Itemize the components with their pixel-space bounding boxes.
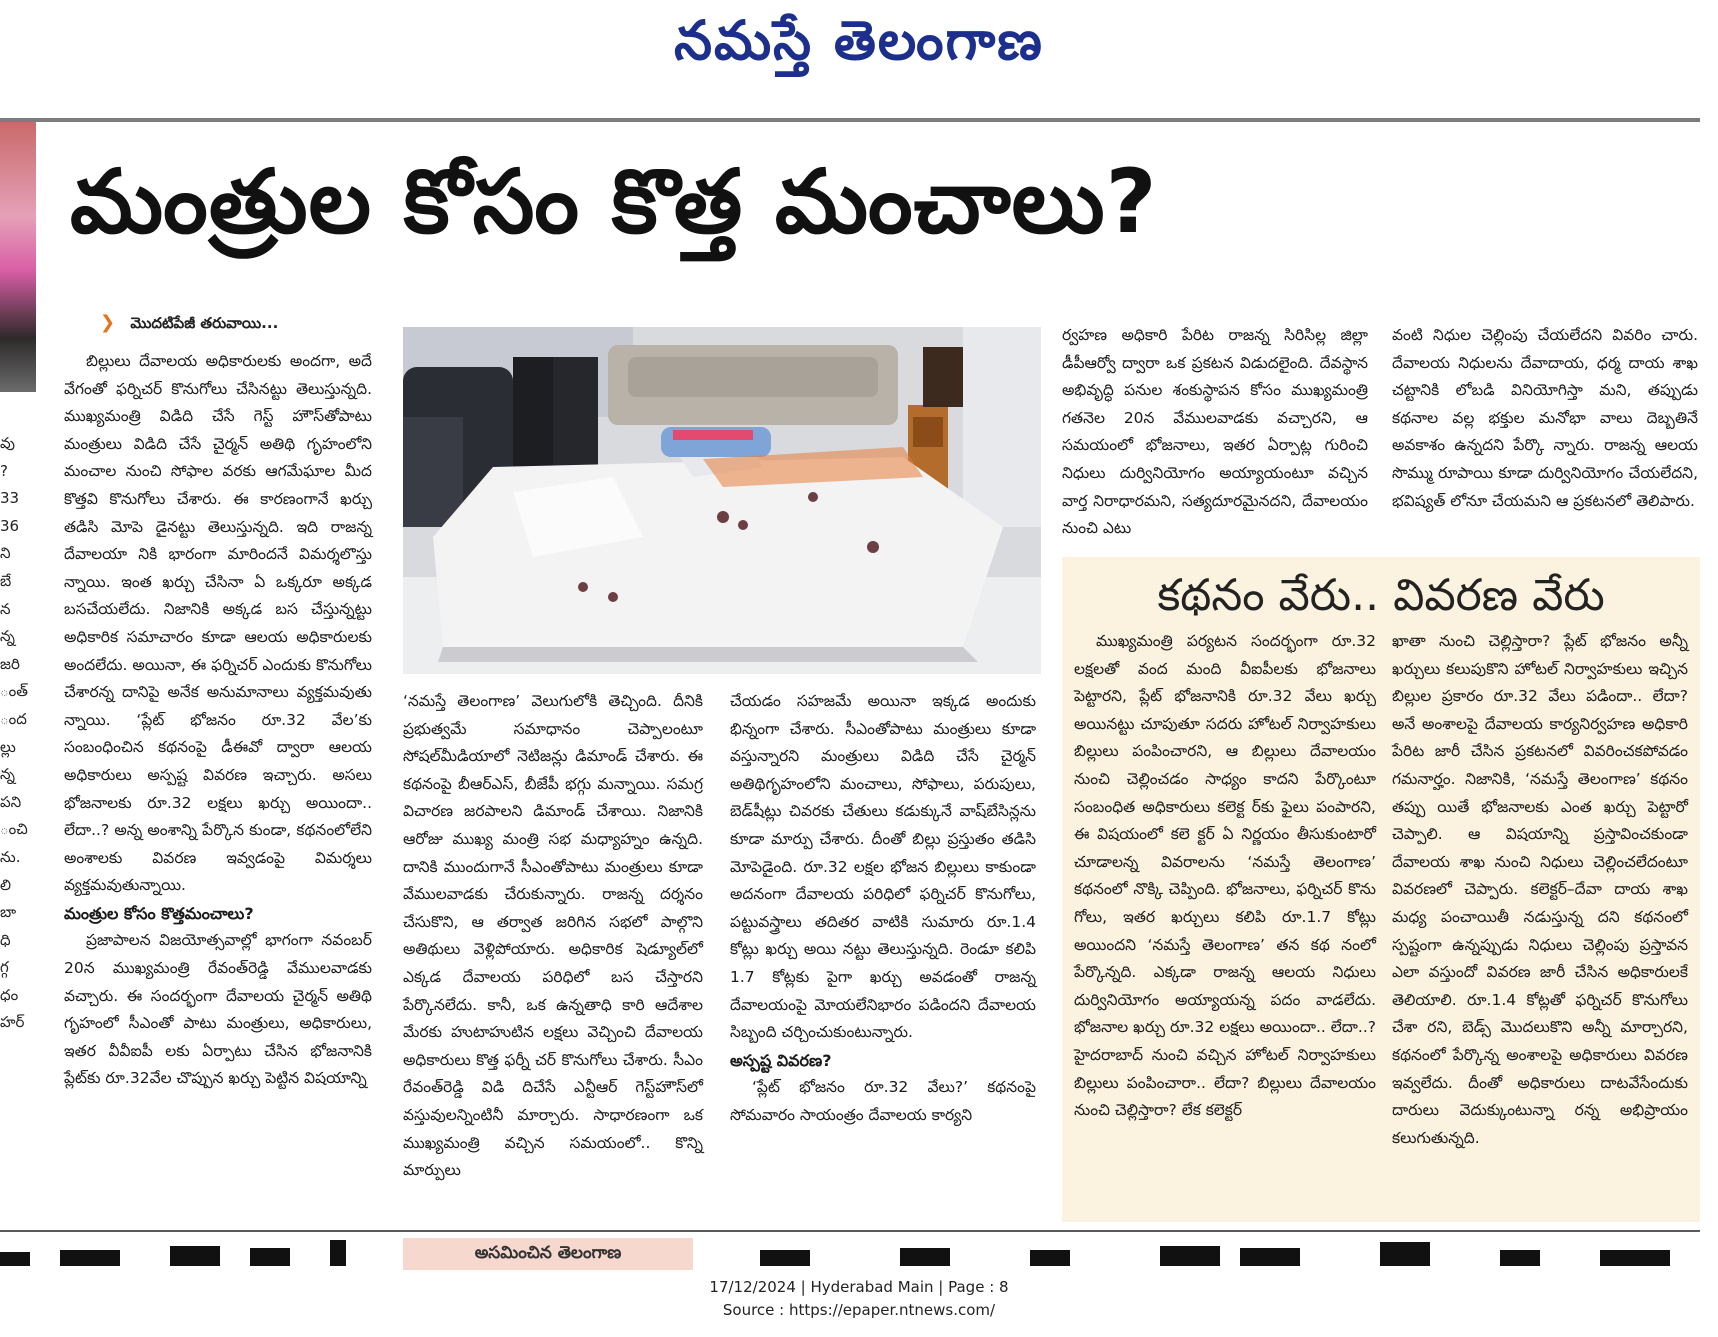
subheading: అస్పష్ట వివరణ? bbox=[730, 1050, 832, 1070]
next-article-teaser: అసమించిన తెలంగాణ bbox=[403, 1238, 693, 1270]
article-column-1 bbox=[64, 348, 372, 1093]
cropped-text-fragment: ధి bbox=[0, 930, 11, 949]
cropped-text-fragment: ంద bbox=[0, 709, 27, 728]
cropped-text-fragment: బే bbox=[0, 571, 12, 590]
cropped-text-fragment: పని bbox=[0, 792, 22, 811]
page-footer bbox=[0, 1276, 1718, 1322]
paragraph: ప్రజాపాలన విజయోత్సవాల్లో భాగంగా నవంబర్ 20న ముఖ్యమంత్రి రేవంత్‌రెడ్డి వేములవాడకు వచ్చారు. ఈ సందర్భంగా దేవాలయ చైర్మన్ అతిథి గృహంలో సీఎంతో పాటు మంత్రులు, అధికారులు, ఇతర వీవీఐపీ లకు ఏర్పాటు చేసిన భోజనానికి ప్లేట్‌కు రూ.32వేల చొప్పున ఖర్చు పెట్టిన విషయాన్ని bbox=[64, 931, 372, 1088]
cropped-text-fragment: లి bbox=[0, 875, 11, 894]
cropped-text-fragment: ? bbox=[0, 461, 8, 480]
cropped-text-fragment: గ్గ bbox=[0, 958, 9, 977]
cropped-text-fragment: న్న bbox=[0, 627, 15, 646]
cropped-text-fragment: వు bbox=[0, 434, 15, 452]
cropped-text-fragment: బా bbox=[0, 903, 17, 922]
next-headline-cropped bbox=[0, 1236, 1700, 1266]
masthead-logo: నమస్తే తెలంగాణ bbox=[674, 8, 1044, 72]
cropped-column-left bbox=[0, 430, 36, 1037]
continued-from-text: మొదటిపేజీ తరువాయి... bbox=[130, 314, 279, 332]
cropped-text-fragment: 36 bbox=[0, 516, 20, 535]
cropped-text-fragment: ని bbox=[0, 544, 11, 563]
sidebar-box-column-1 bbox=[1074, 628, 1376, 1125]
subheading: మంత్రుల కోసం కొత్తమంచాలు? bbox=[64, 903, 254, 923]
article-column-2 bbox=[403, 688, 703, 1185]
paragraph: ఖాతా నుంచి చెల్లిస్తారా? ప్లేట్ భోజనం అన్నీ ఖర్చులు కలుపుకొని హోటల్ నిర్వాహకులు ఇచ్చిన బిల్లుల ప్రకారం రూ.32 వేలు పడిందా.. లేదా? అనే అంశాలపై దేవాలయ కార్యనిర్వహణ అధికారి పేరిట జారీ చేసిన ప్రకటనలో వివరించకపోవడం గమనార్హం. నిజానికి, ‘నమస్తే తెలంగాణ’ కథనం తప్పు యితే భోజనాలకు ఎంత ఖర్చు పెట్టారో చెప్పాలి. ఆ విషయాన్ని ప్రస్తావించకుండా దేవాలయ శాఖ నుంచి నిధులు చెల్లించలేదంటూ వివరణలో చెప్పారు. కలెక్టర్–దేవా దాయ శాఖ మధ్య పంచాయితీ నడుస్తున్న దని కథనంలో స్పష్టంగా ఉన్నప్పుడు నిధులు చెల్లింపు ప్రస్తావన ఎలా వస్తుందో వివరణ జారీ చేసిన అధికారులకే తెలియాలి. రూ.1.4 కోట్లతో ఫర్నిచర్ కొనుగోలు చేశా రని, బెడ్స్ మొదలుకొని అన్నీ మార్చారని, కథనంలో పేర్కొన్న అంశాలపై అధికారులు వివరణ ఇవ్వలేదు. దీంతో అధికారులు దాటవేసేందుకు దారులు వెదుక్కుంటున్నా రన్న అభిప్రాయం కలుగుతున్నది. bbox=[1392, 632, 1688, 1147]
paragraph: బిల్లులు దేవాలయ అధికారులకు అందగా, అదే వేగంతో ఫర్నిచర్ కొనుగోలు చేసినట్టు తెలుస్తున్నది. ముఖ్యమంత్రి విడిది చేసే గెస్ట్ హౌస్‌తోపాటు మంత్రులు విడిది చేసే చైర్మన్ అతిథి గృహంలోని మంచాల నుంచి సోఫాల వరకు ఆగమేఘాల మీద కొత్తవి కొనుగోలు చేశారు. ఈ కారణంగానే ఖర్చు తడిసి మోపె డైనట్టు తెలుస్తున్నది. ఇది రాజన్న దేవాలయా నికి భారంగా మారిందనే విమర్శలొస్తు న్నాయి. ఇంత ఖర్చు చేసినా ఏ ఒక్కరూ అక్కడ బసచేయలేదు. నిజానికి అక్కడ బస చేస్తున్నట్టు అధికారిక సమాచారం కూడా ఆలయ అధికారులకు అందలేదు. అయినా, ఈ ఫర్నిచర్ ఎందుకు కొనుగోలు చేశారన్న దానిపై అనేక అనుమానాలు వ్యక్తమవుతు న్నాయి. ‘ప్లేట్ భోజనం రూ.32 వేల’కు సంబంధించిన కథనంపై డీఈవో ద్వారా ఆలయ అధికారులు అస్పష్ట వివరణ ఇచ్చారు. అసలు భోజనాలకు రూ.32 లక్షలు ఖర్చు అయిందా.. లేదా..? అన్న అంశాన్ని పేర్కొన కుండా, కథనంలోలేని అంశాలకు వివరణ ఇవ్వడంపై విమర్శలు వ్యక్తమవుతున్నాయి. bbox=[64, 352, 372, 895]
paragraph: ‘నమస్తే తెలంగాణ’ వెలుగులోకి తెచ్చింది. దీనికి ప్రభుత్వమే సమాధానం చెప్పాలంటూ సోషల్‌మీడియాలో నెటిజన్లు డిమాండ్ చేశారు. ఈ కథనంపై బీఆర్‌ఎస్, బీజేపీ భగ్గు మన్నాయి. సమగ్ర విచారణ జరపాలని డిమాండ్ చేశాయి. నిజానికి ఆరోజు ముఖ్య మంత్రి సభ మధ్యాహ్నం ఉన్నది. దానికి ముందుగానే సీఎంతోపాటు మంత్రులు కూడా వేములవాడకు చేరుకున్నారు. రాజన్న దర్శనం చేసుకొని, ఆ తర్వాత జరిగిన సభలో పాల్గొని అతిథులు వెళ్లిపోయారు. అధికారిక షెడ్యూల్‌లో ఎక్కడ దేవాలయ పరిధిలో బస చేస్తారని పేర్కొనలేదు. కానీ, ఒక ఉన్నతాధి కారి ఆదేశాల మేరకు హుటాహుటిన లక్షలు వెచ్చించి దేవాలయ అధికారులు కొత్త ఫర్నీ చర్ కొనుగోలు చేశారు. సీఎం రేవంత్‌రెడ్డి విడి దిచేసే ఎన్టీఆర్ గెస్ట్‌హౌస్‌లో వస్తువులన్నింటినీ మార్చారు. సాధారణంగా ఒక ముఖ్యమంత్రి వచ్చిన సమయంలో.. కొన్ని మార్పులు bbox=[403, 692, 703, 1180]
paragraph: వంటి నిధుల చెల్లింపు చేయలేదని వివరిం చారు. దేవాలయ నిధులను దేవాదాయ, ధర్మ దాయ శాఖ చట్టానికి లోబడి వినియోగిస్తా మని, తప్పుడు కథనాల వల్ల భక్తుల మనోభా వాలు దెబ్బతినే అవకాశం ఉన్నదని పేర్కొ న్నారు. రాజన్న ఆలయ సొమ్ము రూపాయి కూడా దుర్వినియోగం చేయలేదని, భవిష్యత్ లోనూ చేయమని ఆ ప్రకటనలో తెలిపారు. bbox=[1392, 326, 1698, 510]
bedroom-illustration bbox=[403, 327, 1041, 674]
cropped-headline-glyphs bbox=[0, 1236, 1700, 1266]
cropped-text-fragment: ధం bbox=[0, 985, 19, 1004]
bed-photo bbox=[403, 327, 1041, 674]
cropped-text-fragment: జరి bbox=[0, 654, 20, 673]
article-column-3 bbox=[730, 688, 1036, 1130]
cropped-text-fragment: న bbox=[0, 599, 11, 618]
bottom-divider bbox=[0, 1230, 1700, 1232]
chevron-right-icon: ❯ bbox=[100, 312, 116, 333]
continued-from-label bbox=[100, 312, 278, 336]
headline: మంత్రుల కోసం కొత్త మంచాలు? bbox=[70, 150, 1158, 253]
top-divider bbox=[0, 118, 1700, 122]
paragraph: ‘ప్లేట్ భోజనం రూ.32 వేలు?’ కథనంపై సోమవారం సాయంత్రం దేవాలయ కార్యని bbox=[730, 1078, 1036, 1124]
paragraph: చేయడం సహజమే అయినా ఇక్కడ అందుకు భిన్నంగా చేశారు. సీఎంతోపాటు మంత్రులు కూడా వస్తున్నారని మంత్రులు విడిది చేసే చైర్మన్ అతిథిగృహంలోని మంచాలు, సోఫాలు, పరుపులు, బెడ్‌షీట్లు చివరకు చేతులు కడుక్కునే వాష్‌బేసిన్లను కూడా మార్పు చేశారు. దీంతో బిల్లు ప్రస్తుతం తడిసి మోపెడైంది. రూ.32 లక్షల భోజన బిల్లులు కాకుండా అదనంగా దేవాలయ పరిధిలో ఫర్నిచర్ కొనుగోలు, పట్టువస్త్రాలు తదితర వాటికి సుమారు రూ.1.4 కోట్లు ఖర్చు అయి నట్టు తెలుస్తున్నది. రెండూ కలిపి 1.7 కోట్లకు పైగా ఖర్చు అవడంతో రాజన్న దేవాలయంపై మోయలేనిభారం పడిందని దేవాలయ సిబ్బంది చర్చించుకుంటున్నారు. bbox=[730, 692, 1036, 1042]
footer-source-link[interactable]: Source : https://epaper.ntnews.com/ bbox=[722, 1301, 996, 1319]
cropped-text-fragment: ను. bbox=[0, 847, 21, 866]
cropped-text-fragment: ల్లు bbox=[0, 737, 16, 756]
paragraph: ర్వహణ అధికారి పేరిట రాజన్న సిరిసిల్ల జిల్లా డీపీఆర్వో ద్వారా ఒక ప్రకటన విడుదలైంది. దేవస్థాన అభివృద్ధి పనుల శంకుస్థాపన కోసం ముఖ్యమంత్రి గతనెల 20న వేములవాడకు వచ్చారని, ఆ సమయంలో భోజనాలు, ఇతర ఏర్పాట్ల గురించి నిధులు దుర్వినియోగం అయ్యాయంటూ వచ్చిన వార్త నిరాధారమని, సత్యదూరమైనదని, దేవాలయం నుంచి ఎటు bbox=[1062, 326, 1368, 538]
cropped-text-fragment: ంచి bbox=[0, 820, 28, 839]
sidebar-box-title: కథనం వేరు.. వివరణ వేరు bbox=[1157, 570, 1605, 621]
cropped-text-fragment: హర్ bbox=[0, 1013, 25, 1032]
article-column-4 bbox=[1062, 322, 1368, 543]
cropped-text-fragment: ంత్ bbox=[0, 682, 28, 701]
cropped-text-fragment: న్న bbox=[0, 765, 15, 784]
sidebar-box-column-2 bbox=[1392, 628, 1688, 1152]
footer-date-edition: 17/12/2024 | Hyderabad Main | Page : 8 bbox=[709, 1278, 1009, 1296]
cropped-text-fragment: 33 bbox=[0, 489, 20, 508]
paragraph: ముఖ్యమంత్రి పర్యటన సందర్భంగా రూ.32 లక్షలతో వంద మంది వీఐపీలకు భోజనాలు పెట్టారని, ప్లేట్ భోజనానికి రూ.32 వేలు ఖర్చు అయినట్టు చూపుతూ సదరు హోటల్ నిర్వాహకులు బిల్లులు పంపించారని, ఆ బిల్లులు దేవాలయం నుంచి చెల్లించడం సాధ్యం కాదని పేర్కొంటూ సంబంధిత అధికారులు కలెక్ట ర్‌కు ఫైలు పంపారని, ఈ విషయంలో కలె క్టర్ ఏ నిర్ణయం తీసుకుంటారో చూడాలన్న వివరాలను ‘నమస్తే తెలంగాణ’ కథనంలో నొక్కి చెప్పింది. భోజనాలు, ఫర్నిచర్ కొను గోలు, ఇతర ఖర్చులు కలిపి రూ.1.7 కోట్లు అయిందని ‘నమస్తే తెలంగాణ’ తన కథ నంలో పేర్కొన్నది. ఎక్కడా రాజన్న ఆలయ నిధులు దుర్వినియోగం అయ్యాయన్న పదం వాడలేదు. భోజనాల ఖర్చు రూ.32 లక్షలు అయిందా.. లేదా..? హైదరాబాద్ నుంచి వచ్చిన హోటల్ నిర్వాహకులు బిల్లులు పంపించారా.. లేదా? బిల్లులు దేవాలయం నుంచి చెల్లిస్తారా? లేక కలెక్టర్ bbox=[1074, 632, 1376, 1120]
cropped-photo-left bbox=[0, 122, 36, 392]
article-column-5 bbox=[1392, 322, 1698, 515]
